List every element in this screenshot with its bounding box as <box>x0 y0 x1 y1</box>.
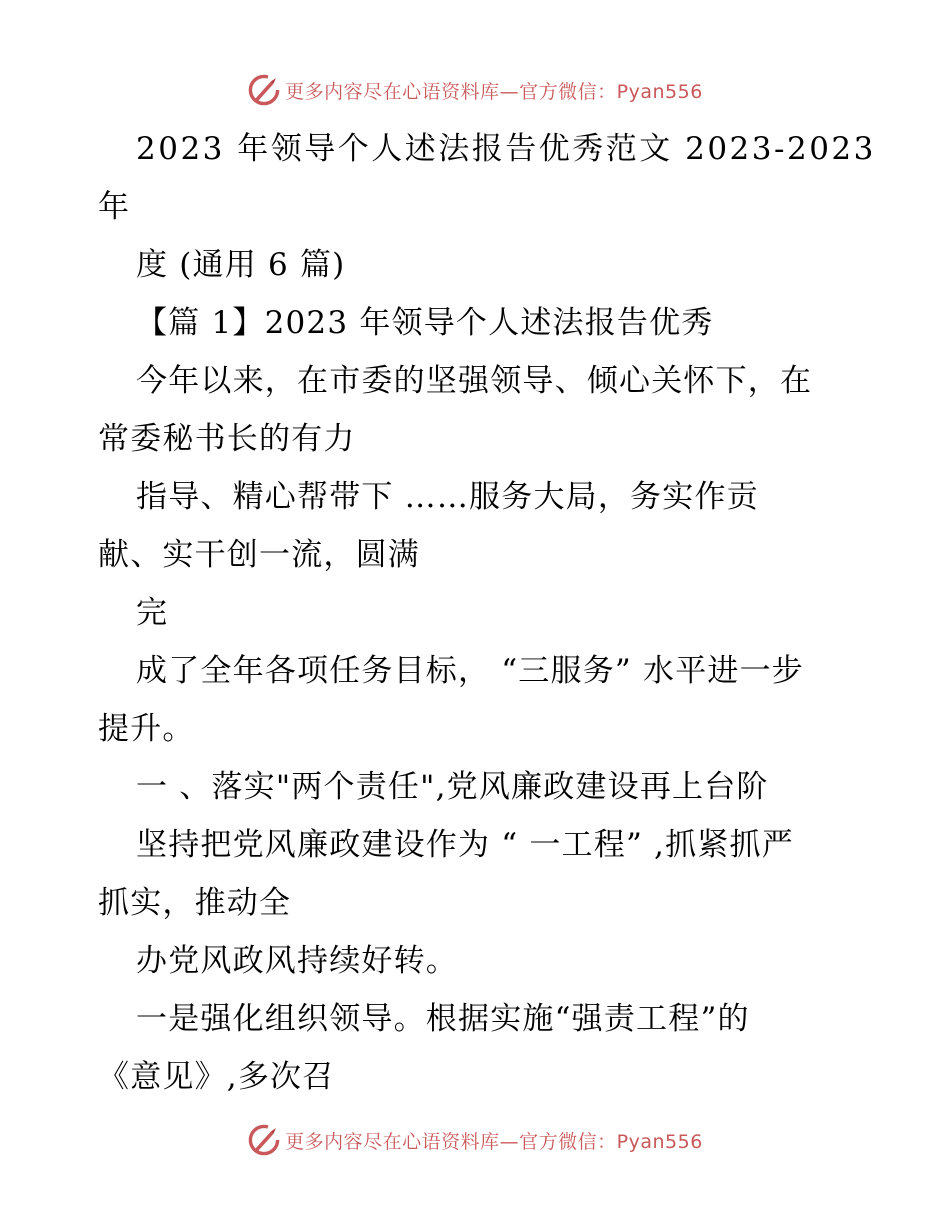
paragraph-line: 献、实干创一流，圆满 <box>98 537 420 573</box>
section-heading: 【篇 1】2023 年领导个人述法报告优秀 <box>136 305 714 341</box>
paragraph-line: 完 <box>136 595 169 631</box>
quill-logo-icon <box>247 73 281 107</box>
watermark-banner-top <box>0 70 950 110</box>
paragraph-line: 成了全年各项任务目标， “三服务” 水平进一步 <box>136 653 805 689</box>
paragraph-line: 指导、精心帮带下 ……服务大局，务实作贡 <box>136 479 759 515</box>
paragraph-line: 一是强化组织领导。根据实施“强责工程”的 <box>136 1001 750 1037</box>
paragraph-line: 提升。 <box>98 711 195 747</box>
watermark-banner-bottom <box>0 1120 950 1160</box>
document-title-line-2: 年 <box>98 189 131 225</box>
document-title-line-1: 2023 年领导个人述法报告优秀范文 2023-2023 <box>136 131 876 167</box>
subsection-heading: 一 、落实"两个责任",党风廉政建设再上台阶 <box>136 769 769 805</box>
quill-logo-icon <box>247 1123 281 1157</box>
paragraph-line: 坚持把党风廉政建设作为 “ 一工程” ,抓紧抓严 <box>136 827 794 863</box>
watermark-text: 更多内容尽在心语资料库—官方微信：Pyan556 <box>285 80 703 103</box>
paragraph-line: 抓实，推动全 <box>98 885 292 921</box>
paragraph-line: 办党风政风持续好转。 <box>136 943 458 979</box>
document-title-line-3: 度 (通用 6 篇) <box>136 247 346 283</box>
watermark-text: 更多内容尽在心语资料库—官方微信：Pyan556 <box>285 1130 703 1153</box>
document-body <box>98 120 876 1106</box>
paragraph-line: 《意见》,多次召 <box>98 1059 335 1095</box>
paragraph-line: 常委秘书长的有力 <box>98 421 356 457</box>
paragraph-line: 今年以来，在市委的坚强领导、倾心关怀下，在 <box>136 363 813 399</box>
